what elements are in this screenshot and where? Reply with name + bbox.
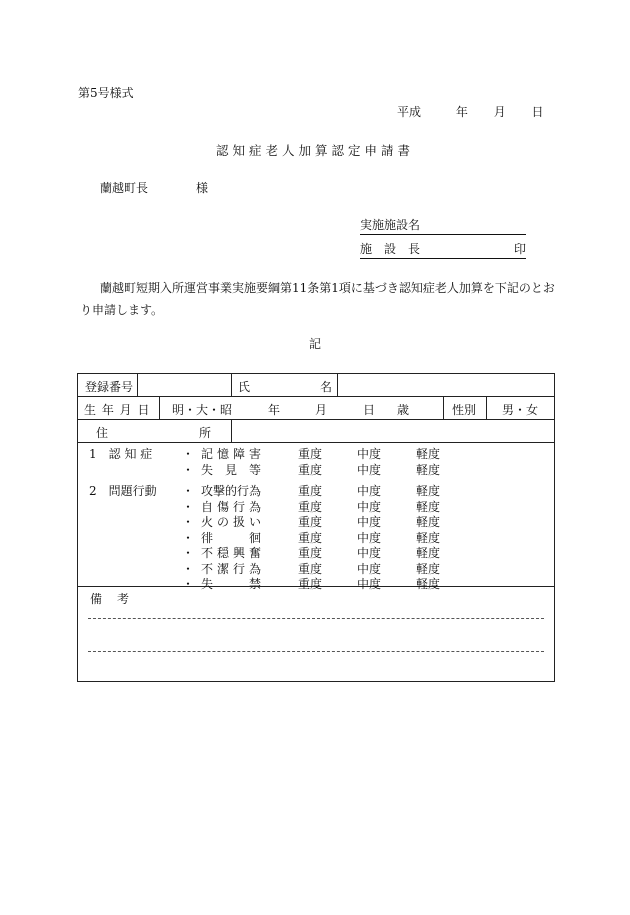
severity-option[interactable]: 軽度 bbox=[416, 515, 441, 529]
date-era: 平成 bbox=[397, 105, 422, 119]
facility-head-field[interactable] bbox=[360, 240, 526, 259]
severity-option[interactable]: 軽度 bbox=[416, 530, 441, 545]
severity-option[interactable]: 重度 bbox=[298, 530, 323, 545]
severity-option[interactable]: 重度 bbox=[298, 462, 323, 477]
addressee-name: 蘭越町長 bbox=[100, 181, 149, 195]
facility-name-label: 実施施設名 bbox=[360, 218, 421, 232]
severity-option[interactable]: 軽度 bbox=[416, 561, 441, 576]
severity-option[interactable]: 軽度 bbox=[416, 546, 441, 560]
condition-name: 不 穏 興 奮 bbox=[201, 546, 261, 560]
condition-row bbox=[78, 560, 554, 576]
condition-name: 失 見 等 bbox=[201, 462, 261, 477]
condition-name: 失 禁 bbox=[201, 577, 261, 591]
age-unit: 歳 bbox=[397, 403, 410, 417]
condition-name: 不 潔 行 為 bbox=[201, 561, 261, 576]
birth-month-unit: 月 bbox=[315, 403, 328, 417]
severity-option[interactable]: 中度 bbox=[357, 447, 382, 461]
addressee-honorific: 様 bbox=[196, 181, 209, 195]
bullet-dot: ・ bbox=[182, 462, 195, 477]
severity-option[interactable]: 中度 bbox=[357, 462, 382, 477]
severity-option[interactable]: 重度 bbox=[298, 499, 323, 514]
bullet-dot: ・ bbox=[182, 561, 195, 576]
condition-row bbox=[78, 498, 554, 514]
bullet-dot: ・ bbox=[182, 484, 195, 498]
name-label-1: 氏 bbox=[238, 380, 251, 394]
birthdate-label: 生 年 月 日 bbox=[84, 403, 151, 417]
registration-number-field[interactable] bbox=[138, 374, 230, 395]
bullet-dot: ・ bbox=[182, 546, 195, 560]
condition-row bbox=[78, 544, 554, 560]
sex-label: 性別 bbox=[452, 403, 477, 417]
date-year: 年 bbox=[455, 105, 468, 119]
era-choice[interactable]: 明・大・昭 bbox=[172, 403, 233, 417]
condition-name: 自 傷 行 為 bbox=[201, 499, 261, 514]
severity-option[interactable]: 軽度 bbox=[416, 484, 441, 498]
condition-list bbox=[78, 444, 554, 591]
condition-row bbox=[78, 482, 554, 498]
severity-option[interactable]: 中度 bbox=[357, 577, 382, 591]
condition-name: 攻撃的行為 bbox=[201, 484, 262, 498]
bullet-dot: ・ bbox=[182, 577, 195, 591]
ki-heading: 記 bbox=[308, 337, 321, 351]
condition-row bbox=[78, 529, 554, 545]
condition-name: 火 の 扱 い bbox=[201, 515, 261, 529]
sex-choice[interactable]: 男・女 bbox=[502, 403, 539, 417]
severity-option[interactable]: 重度 bbox=[298, 484, 323, 498]
severity-option[interactable]: 軽度 bbox=[416, 499, 441, 514]
condition-row bbox=[78, 513, 554, 529]
severity-option[interactable]: 重度 bbox=[298, 561, 323, 576]
bullet-dot: ・ bbox=[182, 499, 195, 514]
severity-option[interactable]: 軽度 bbox=[416, 577, 441, 591]
application-statement: 蘭越町短期入所運営事業実施要綱第11条第1項に基づき認知症老人加算を下記のとおり申請します。 bbox=[80, 281, 555, 317]
address-label-1: 住 bbox=[96, 426, 109, 440]
bullet-dot: ・ bbox=[182, 447, 195, 461]
facility-head-label: 施 設 長 bbox=[360, 242, 421, 256]
registration-number-label: 登録番号 bbox=[85, 380, 134, 394]
condition-name: 記 憶 障 害 bbox=[201, 447, 261, 461]
facility-name-field[interactable] bbox=[360, 216, 526, 235]
remarks-label-2: 考 bbox=[117, 592, 130, 606]
category-label: 1 認 知 症 bbox=[89, 447, 153, 461]
form-number: 第5号様式 bbox=[78, 86, 134, 100]
address-label-2: 所 bbox=[199, 426, 212, 440]
condition-row bbox=[78, 575, 554, 591]
severity-option[interactable]: 中度 bbox=[357, 561, 382, 576]
birth-day-unit: 日 bbox=[363, 403, 376, 417]
seal-mark: 印 bbox=[513, 242, 526, 256]
address-field[interactable] bbox=[232, 420, 554, 441]
remarks-line-1[interactable] bbox=[88, 618, 544, 619]
addressee bbox=[100, 179, 208, 196]
severity-option[interactable]: 重度 bbox=[298, 447, 323, 461]
birth-year-unit: 年 bbox=[268, 403, 281, 417]
severity-option[interactable]: 中度 bbox=[357, 484, 382, 498]
severity-option[interactable]: 中度 bbox=[357, 515, 382, 529]
condition-row bbox=[78, 461, 554, 477]
name-field[interactable] bbox=[338, 374, 554, 395]
bullet-dot: ・ bbox=[182, 530, 195, 545]
severity-option[interactable]: 重度 bbox=[298, 546, 323, 560]
severity-option[interactable]: 中度 bbox=[357, 546, 382, 560]
condition-name: 徘 徊 bbox=[201, 530, 261, 545]
date-day: 日 bbox=[531, 105, 544, 119]
severity-option[interactable]: 軽度 bbox=[416, 462, 441, 477]
category-label: 2 問題行動 bbox=[89, 484, 157, 498]
date-month: 月 bbox=[493, 105, 506, 119]
applicant-form-table bbox=[77, 373, 555, 682]
document-title: 認知症老人加算認定申請書 bbox=[215, 143, 414, 158]
condition-row bbox=[78, 445, 554, 461]
severity-option[interactable]: 重度 bbox=[298, 515, 323, 529]
severity-option[interactable]: 重度 bbox=[298, 577, 323, 591]
severity-option[interactable]: 中度 bbox=[357, 499, 382, 514]
remarks-line-2[interactable] bbox=[88, 651, 544, 652]
application-date bbox=[397, 103, 544, 120]
severity-option[interactable]: 軽度 bbox=[416, 447, 441, 461]
remarks-label-1: 備 bbox=[90, 592, 103, 606]
bullet-dot: ・ bbox=[182, 515, 195, 529]
severity-option[interactable]: 中度 bbox=[357, 530, 382, 545]
name-label-2: 名 bbox=[320, 380, 333, 394]
